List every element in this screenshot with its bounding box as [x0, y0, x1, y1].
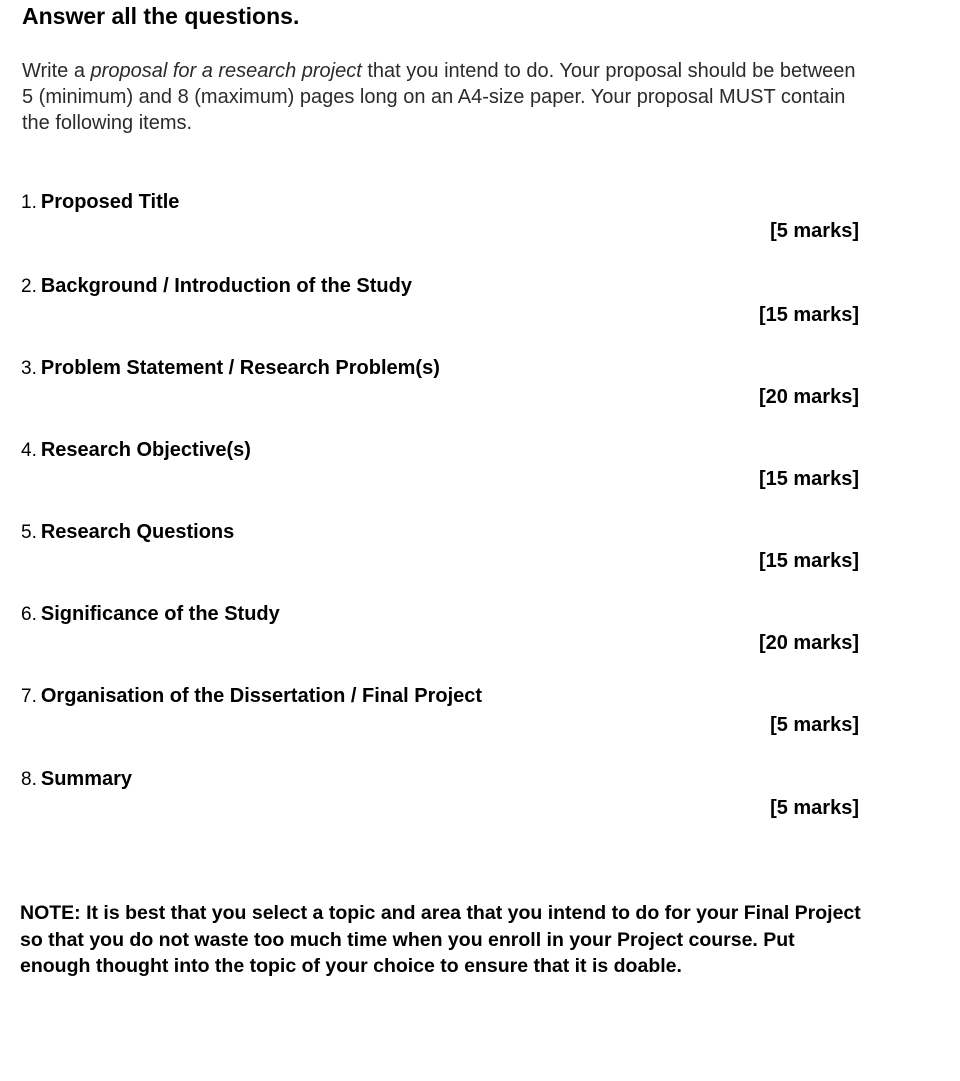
question-marks: [5 marks]: [770, 797, 859, 819]
question-label: Background / Introduction of the Study: [40, 275, 412, 297]
question-number: 5.: [21, 522, 37, 543]
question-number: 8.: [21, 769, 37, 790]
question-item-4: [21, 437, 859, 497]
question-label: Research Questions: [40, 521, 235, 543]
question-title: [21, 355, 440, 382]
question-item-3: [21, 355, 859, 415]
question-marks: [15 marks]: [758, 304, 859, 326]
intro-suffix: that you intend to do. Your proposal should be between 5 (minimum) and 8 (maximum) pages long on an A4-size paper. Your proposal MUST contain the following items.: [22, 60, 856, 134]
question-title: [21, 519, 234, 546]
question-item-6: [21, 601, 859, 661]
question-marks: [20 marks]: [758, 632, 859, 654]
note-paragraph: NOTE: It is best that you select a topic and area that you intend to do for your Final Project so that you do not waste too much time when you enroll in your Project course. Put enough thought into the topic of your choice to ensure that it is doable.: [20, 902, 861, 977]
page-heading: Answer all the questions.: [22, 3, 300, 29]
question-title: [21, 766, 132, 793]
question-number: 6.: [21, 604, 37, 625]
question-item-1: [21, 189, 859, 249]
question-number: 7.: [21, 686, 37, 707]
question-title: [21, 437, 251, 464]
question-number: 1.: [21, 192, 37, 213]
question-title: [21, 683, 482, 710]
question-label: Organisation of the Dissertation / Final Project: [40, 685, 483, 707]
question-marks: [5 marks]: [770, 714, 859, 736]
intro-paragraph: [22, 58, 872, 136]
question-number: 2.: [21, 276, 37, 297]
question-title: [21, 601, 280, 628]
question-label: Problem Statement / Research Problem(s): [40, 357, 440, 379]
question-item-5: [21, 519, 859, 579]
question-label: Summary: [40, 768, 133, 790]
question-item-8: [21, 766, 859, 826]
question-label: Significance of the Study: [40, 603, 280, 625]
question-marks: [15 marks]: [758, 550, 859, 572]
question-title: [21, 189, 179, 216]
intro-emphasis: proposal for a research project: [90, 60, 362, 82]
question-number: 3.: [21, 358, 37, 379]
question-label: Proposed Title: [40, 191, 180, 213]
intro-prefix: Write a: [22, 60, 91, 82]
question-marks: [5 marks]: [770, 220, 859, 242]
question-marks: [15 marks]: [758, 468, 859, 490]
question-number: 4.: [21, 440, 37, 461]
question-marks: [20 marks]: [758, 386, 859, 408]
question-title: [21, 273, 412, 300]
question-label: Research Objective(s): [40, 439, 251, 461]
question-item-7: [21, 683, 859, 743]
question-item-2: [21, 273, 859, 333]
